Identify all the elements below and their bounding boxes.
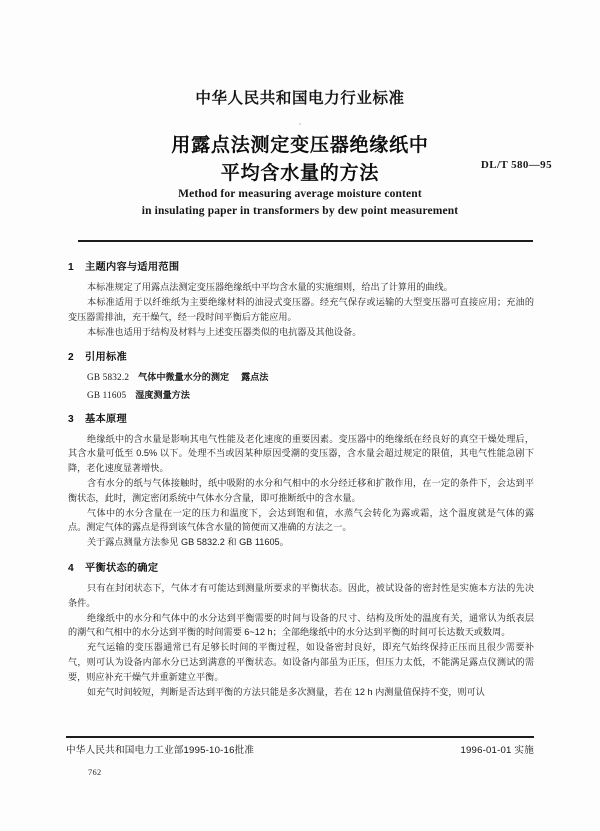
section-3-heading xyxy=(68,410,534,425)
reference-name: 气体中微量水分的测定 xyxy=(138,372,230,383)
title-line-1: 用露点法测定变压器绝缘纸中 xyxy=(171,135,429,156)
english-title-line-2: in insulating paper in transformers by dew point measurement xyxy=(141,205,459,217)
issuing-organization: 中华人民共和国电力行业标准 xyxy=(195,90,405,107)
page-number: 762 xyxy=(88,768,102,777)
section-1-paragraph-3: 本标准也适用于结构及材料与上述变压器类似的电抗器及其他设备。 xyxy=(87,326,362,337)
reference-item xyxy=(68,388,534,403)
reference-id: GB 5832.2 xyxy=(87,372,130,383)
section-4 xyxy=(68,559,534,699)
section-1-number: 1 xyxy=(68,262,74,273)
section-1 xyxy=(68,258,534,339)
section-3 xyxy=(68,410,534,550)
section-1-paragraph-2: 本标准适用于以纤维纸为主要绝缘材料的油浸式变压器。经充气保存或运输的大型变压器可直接应用；充油的变压器需排油，充干燥气，经一段时间平衡后方能应用。 xyxy=(68,297,534,322)
section-1-heading xyxy=(68,258,534,273)
reference-id: GB 11605 xyxy=(87,389,127,400)
section-4-paragraph-1: 只有在封闭状态下，气体才有可能达到测量所要求的平衡状态。因此，被试设备的密封性是实施本方法的先决条件。 xyxy=(68,583,534,608)
section-2-heading xyxy=(68,348,534,363)
section-3-title: 基本原理 xyxy=(85,413,127,425)
separator-dot: · xyxy=(298,120,302,129)
section-1-title: 主题内容与适用范围 xyxy=(85,262,180,273)
section-4-paragraph-3: 充气运输的变压器通常已有足够长时间的平衡过程，如设备密封良好，即充气始终保持正压而且很少需要补气，则可认为设备内部水分已达到满意的平衡状态。如设备内部虽为正压，但压力太低，不能满足露点仪测试的需要，则应补充干燥气并重新建立平衡。 xyxy=(68,642,534,682)
section-3-number: 3 xyxy=(68,413,74,425)
implementation-date: 1996-01-01 实施 xyxy=(460,745,534,756)
section-2 xyxy=(68,348,534,402)
approval-statement: 中华人民共和国电力工业部1995-10-16批准 xyxy=(66,745,255,756)
section-4-heading xyxy=(68,559,534,574)
section-4-number: 4 xyxy=(68,563,74,575)
reference-method: 露点法 xyxy=(241,372,269,383)
section-3-paragraph-2: 含有水分的纸与气体接触时，纸中吸附的水分和气相中的水分经迁移和扩散作用，在一定的条件下，会达到平衡状态，此时，测定密闭系统中气体水分含量，即可推断纸中的含水量。 xyxy=(68,478,534,503)
english-title-line-1: Method for measuring average moisture content xyxy=(178,188,422,200)
section-1-paragraph-1: 本标准规定了用露点法测定变压器绝缘纸中平均含水量的实施细则，给出了计算用的曲线。 xyxy=(87,282,453,292)
section-4-paragraph-4: 如充气时间较短，判断是否达到平衡的方法只能是多次测量，若在 12 h 内测量值保持不变，则可认 xyxy=(87,686,485,697)
reference-item xyxy=(68,370,534,385)
section-4-title: 平衡状态的确定 xyxy=(85,563,159,575)
section-3-paragraph-1: 绝缘纸中的含水量是影响其电气性能及老化速度的重要因素。变压器中的绝缘纸在经良好的真空干燥处理后，其含水量可低至 0.5% 以下。处理不当或因某种原因受潮的变压器，含水量会超过规定的限值，其电气性能急剧下降，老化速度显著增快。 xyxy=(68,433,534,473)
section-3-paragraph-3: 气体中的水分含量在一定的压力和温度下，会达到饱和值，水蒸气会转化为露或霜，这个温度就是气体的露点。测定气体的露点是得到该气体含水量的简便而又准确的方法之一。 xyxy=(68,507,534,533)
section-3-paragraph-4: 关于露点测量方法参见 GB 5832.2 和 GB 11605。 xyxy=(87,537,289,548)
section-2-title: 引用标准 xyxy=(85,352,127,364)
header-divider xyxy=(78,240,533,242)
english-title xyxy=(0,186,600,220)
section-2-number: 2 xyxy=(68,352,74,364)
masthead xyxy=(0,86,600,132)
reference-name: 湿度测量方法 xyxy=(135,389,190,400)
title-line-2: 平均含水量的方法 xyxy=(220,163,380,184)
page-footer xyxy=(66,742,534,756)
section-4-paragraph-2: 绝缘纸中的水分和气体中的水分达到平衡需要的时间与设备的尺寸、结构及所处的温度有关，通常认为纸表层的潮气和气相中的水分达到平衡的时间需要 6~12 h；全部绝缘纸中的水分达到平衡的时间可长达数天或数周。 xyxy=(68,612,534,638)
standard-number: DL/T 580—95 xyxy=(480,159,552,171)
footer-divider xyxy=(66,736,534,738)
document-body xyxy=(68,258,534,708)
